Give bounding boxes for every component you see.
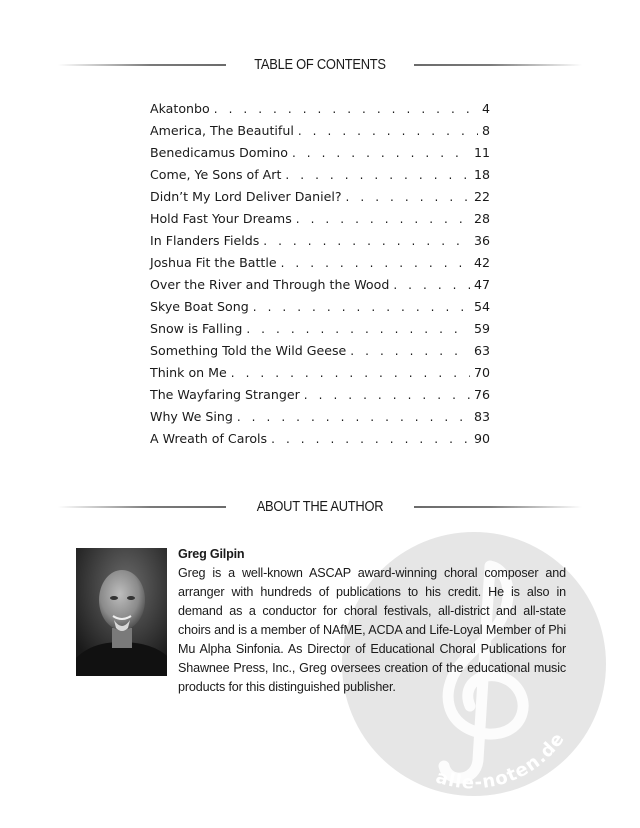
dot-leader xyxy=(350,340,470,362)
toc-entry-title: Over the River and Through the Wood xyxy=(150,277,390,292)
dot-leader xyxy=(285,164,470,186)
toc-entry xyxy=(150,164,490,186)
toc-entry xyxy=(150,230,490,252)
toc-entry xyxy=(150,296,490,318)
toc-entry-page: 42 xyxy=(473,255,490,270)
dot-leader xyxy=(237,406,470,428)
author-photo xyxy=(76,548,167,676)
dot-leader xyxy=(346,186,470,208)
toc-entry-title: Come, Ye Sons of Art xyxy=(150,167,282,182)
toc-entry-page: 76 xyxy=(473,387,490,402)
about-header xyxy=(0,497,640,517)
toc-entry-title: Think on Me xyxy=(150,365,227,380)
toc-entry-title: Akatonbo xyxy=(150,101,210,116)
toc-entry-title: Hold Fast Your Dreams xyxy=(150,211,292,226)
author-bio: Greg is a well-known ASCAP award-winning choral composer and arranger with hundreds of publications to his credit. He is also in demand as a conductor for choral festivals, all-district and all-state choirs and is a member of NAfME, ACDA and Life-Loyal Member of Phi Mu Alpha Sinfonia. As Director of Educational Choral Publications for Shawnee Press, Inc., Greg oversees creation of the educational music products for this distinguished publisher. xyxy=(178,566,566,694)
watermark-text: alle-noten.de xyxy=(433,728,570,794)
toc-entry-title: Snow is Falling xyxy=(150,321,243,336)
toc-entry-title: The Wayfaring Stranger xyxy=(150,387,300,402)
toc-entry-page: 70 xyxy=(473,365,490,380)
toc-entry xyxy=(150,384,490,406)
dot-leader xyxy=(281,252,470,274)
divider-line xyxy=(414,64,582,66)
dot-leader xyxy=(231,362,470,384)
toc-entry-page: 4 xyxy=(481,101,490,116)
toc-entry-title: Why We Sing xyxy=(150,409,233,424)
toc-header xyxy=(0,55,640,75)
dot-leader xyxy=(393,274,470,296)
author-portrait-image xyxy=(76,548,167,676)
dot-leader xyxy=(298,120,478,142)
toc-list xyxy=(150,98,490,450)
about-heading: ABOUT THE AUTHOR xyxy=(256,498,384,515)
dot-leader xyxy=(304,384,470,406)
toc-entry xyxy=(150,428,490,450)
toc-entry-page: 36 xyxy=(473,233,490,248)
toc-entry-title: A Wreath of Carols xyxy=(150,431,268,446)
toc-entry-title: Joshua Fit the Battle xyxy=(150,255,277,270)
toc-heading: TABLE OF CONTENTS xyxy=(254,56,386,73)
toc-entry xyxy=(150,362,490,384)
dot-leader xyxy=(296,208,470,230)
dot-leader xyxy=(253,296,470,318)
toc-entry-page: 11 xyxy=(473,145,490,160)
toc-entry-title: Benedicamus Domino xyxy=(150,145,288,160)
toc-entry-title: Skye Boat Song xyxy=(150,299,249,314)
toc-entry-page: 59 xyxy=(473,321,490,336)
toc-entry xyxy=(150,186,490,208)
author-name: Greg Gilpin xyxy=(178,547,245,561)
toc-entry-page: 28 xyxy=(473,211,490,226)
toc-entry-page: 63 xyxy=(473,343,490,358)
dot-leader xyxy=(246,318,470,340)
toc-entry xyxy=(150,274,490,296)
toc-entry-title: America, The Beautiful xyxy=(150,123,294,138)
author-info xyxy=(178,545,566,697)
toc-entry-title: Didn’t My Lord Deliver Daniel? xyxy=(150,189,342,204)
dot-leader xyxy=(263,230,470,252)
toc-entry-page: 22 xyxy=(473,189,490,204)
toc-entry xyxy=(150,406,490,428)
toc-entry-title: In Flanders Fields xyxy=(150,233,260,248)
toc-entry xyxy=(150,318,490,340)
toc-entry-page: 18 xyxy=(473,167,490,182)
toc-entry xyxy=(150,120,490,142)
toc-entry-page: 8 xyxy=(481,123,490,138)
toc-entry xyxy=(150,142,490,164)
dot-leader xyxy=(292,142,470,164)
divider-line xyxy=(414,506,582,508)
toc-entry xyxy=(150,98,490,120)
toc-entry xyxy=(150,252,490,274)
toc-entry-page: 90 xyxy=(473,431,490,446)
toc-entry-title: Something Told the Wild Geese xyxy=(150,343,347,358)
dot-leader xyxy=(214,98,478,120)
dot-leader xyxy=(271,428,470,450)
toc-entry-page: 47 xyxy=(473,277,490,292)
toc-entry xyxy=(150,208,490,230)
toc-entry-page: 83 xyxy=(473,409,490,424)
toc-entry-page: 54 xyxy=(473,299,490,314)
toc-entry xyxy=(150,340,490,362)
